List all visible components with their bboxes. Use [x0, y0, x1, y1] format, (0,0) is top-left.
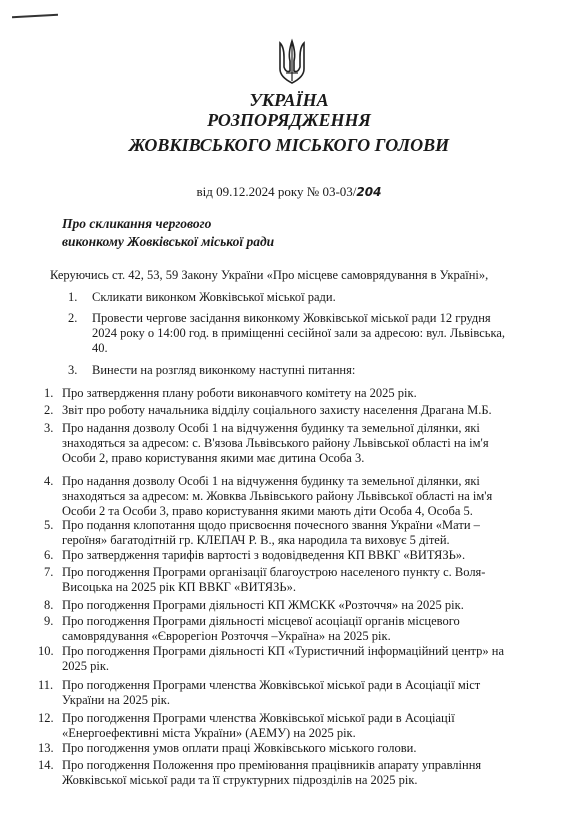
agenda-item — [62, 474, 492, 519]
subject-line: виконкому Жовківської міської ради — [62, 234, 275, 249]
text-line: героїня» багатодітній гр. КЛЕПАЧ Р. В., яка народила та виховує 5 дітей. — [62, 533, 450, 547]
agenda-number: 1. — [44, 386, 54, 400]
date-printed: від 09.12.2024 року № 03-03/ — [196, 184, 357, 199]
agenda-item — [62, 565, 485, 595]
text-line: Звіт про роботу начальника відділу соціального захисту населення Драгана М.Б. — [62, 403, 492, 417]
agenda-number: 3. — [44, 421, 54, 435]
main-point-number: 3. — [68, 363, 78, 377]
document-type-title: РОЗПОРЯДЖЕННЯ — [207, 110, 371, 130]
agenda-item — [62, 598, 464, 613]
text-line: самоврядування «Єврорегіон Розточчя –Україна» на 2025 рік. — [62, 629, 391, 643]
main-point-text: Винести на розгляд виконкому наступні питання: — [92, 363, 356, 377]
text-line: Про погодження Програми членства Жовківської міської ради в Асоціації — [62, 711, 455, 725]
text-line: 40. — [92, 341, 108, 355]
agenda-number: 8. — [44, 598, 54, 612]
text-line: Про погодження Програми діяльності місцевої асоціації органів місцевого — [62, 614, 460, 628]
text-line: знаходяться за адресом: с. В'язова Львівського району Львівської області на ім'я — [62, 436, 489, 450]
subject-line: Про скликання чергового — [62, 216, 212, 231]
agenda-number: 2. — [44, 403, 54, 417]
text-line: Про погодження Програми організації благоустрою населеного пункту с. Воля- — [62, 565, 486, 579]
agenda-number: 11. — [38, 678, 54, 692]
agenda-item — [62, 644, 504, 674]
subject-heading — [62, 215, 274, 251]
main-point-text — [92, 311, 532, 356]
text-line: Про погодження умов оплати праці Жовківського міського голови. — [62, 741, 417, 755]
text-line: Про погодження Програми діяльності КП ЖМСКК «Розточчя» на 2025 рік. — [62, 598, 464, 612]
text-line: «Енергоефективні міста України» (АЕМУ) на 2025 рік. — [62, 726, 356, 740]
text-line: 2024 року о 14:00 год. в приміщенні сесійної зали за адресою: вул. Львівська, — [92, 326, 506, 340]
text-line: Висоцька на 2025 рік КП ВВКГ «ВИТЯЗЬ». — [62, 580, 296, 594]
text-line: Про погодження Положення про преміювання працівників апарату управління — [62, 758, 482, 772]
text-line: України на 2025 рік. — [62, 693, 171, 707]
agenda-item — [62, 741, 417, 756]
text-line: 2025 рік. — [62, 659, 110, 673]
agenda-item — [62, 421, 489, 466]
agenda-number: 12. — [38, 711, 54, 725]
agenda-item — [62, 386, 417, 401]
agenda-item — [62, 548, 465, 563]
agenda-item — [62, 711, 455, 741]
text-line: Особи 2 та Особи 3, право користування якими мають діти Особа 4, Особа 5. — [62, 504, 473, 518]
agenda-item — [62, 518, 480, 548]
main-point-text: Скликати виконком Жовківської міської ради. — [92, 290, 336, 304]
agenda-number: 13. — [38, 741, 54, 755]
text-line: Провести чергове засідання виконкому Жовківської міської ради 12 грудня — [92, 311, 491, 325]
text-line: Про затвердження плану роботи виконавчого комітету на 2025 рік. — [62, 386, 417, 400]
country-title: УКРАЇНА — [249, 90, 329, 110]
text-line: Про погодження Програми членства Жовківської міської ради в Асоціації міст — [62, 678, 481, 692]
agenda-number: 9. — [44, 614, 54, 628]
text-line: Про погодження Програми діяльності КП «Туристичний інформаційний центр» на — [62, 644, 505, 658]
main-point-number: 1. — [68, 290, 78, 304]
agenda-number: 6. — [44, 548, 54, 562]
date-number-line — [0, 184, 578, 200]
text-line: Про надання дозволу Особі 1 на відчуження будинку та земельної ділянки, які — [62, 474, 480, 488]
main-point-number: 2. — [68, 311, 78, 325]
agenda-item — [62, 678, 480, 708]
agenda-item — [62, 403, 492, 418]
agenda-number: 5. — [44, 518, 54, 532]
agenda-item — [62, 614, 460, 644]
text-line: Особи 2, право користування якими має дитина Особа 3. — [62, 451, 365, 465]
text-line: Про подання клопотання щодо присвоєння почесного звання України «Мати – — [62, 518, 480, 532]
agenda-number: 7. — [44, 565, 54, 579]
handwritten-number: 204 — [356, 185, 382, 199]
text-line: знаходяться за адресом: м. Жовква Львівського району Львівської області на ім'я — [62, 489, 493, 503]
text-line: Жовківської міської ради та її структурних підрозділів на 2025 рік. — [62, 773, 418, 787]
trident-emblem-icon — [278, 37, 306, 85]
text-line: Про надання дозволу Особі 1 на відчуження будинку та земельної ділянки, які — [62, 421, 480, 435]
agenda-number: 14. — [38, 758, 54, 772]
text-line: Про затвердження тарифів вартості з водовідведення КП ВВКГ «ВИТЯЗЬ». — [62, 548, 466, 562]
scan-mark — [12, 14, 58, 18]
legal-basis-intro: Керуючись ст. 42, 53, 59 Закону України «Про місцеве самоврядування в Україні», — [50, 268, 489, 282]
agenda-number: 4. — [44, 474, 54, 488]
authority-title: ЖОВКІВСЬКОГО МІСЬКОГО ГОЛОВИ — [128, 135, 450, 155]
agenda-item — [62, 758, 481, 788]
agenda-number: 10. — [38, 644, 54, 658]
